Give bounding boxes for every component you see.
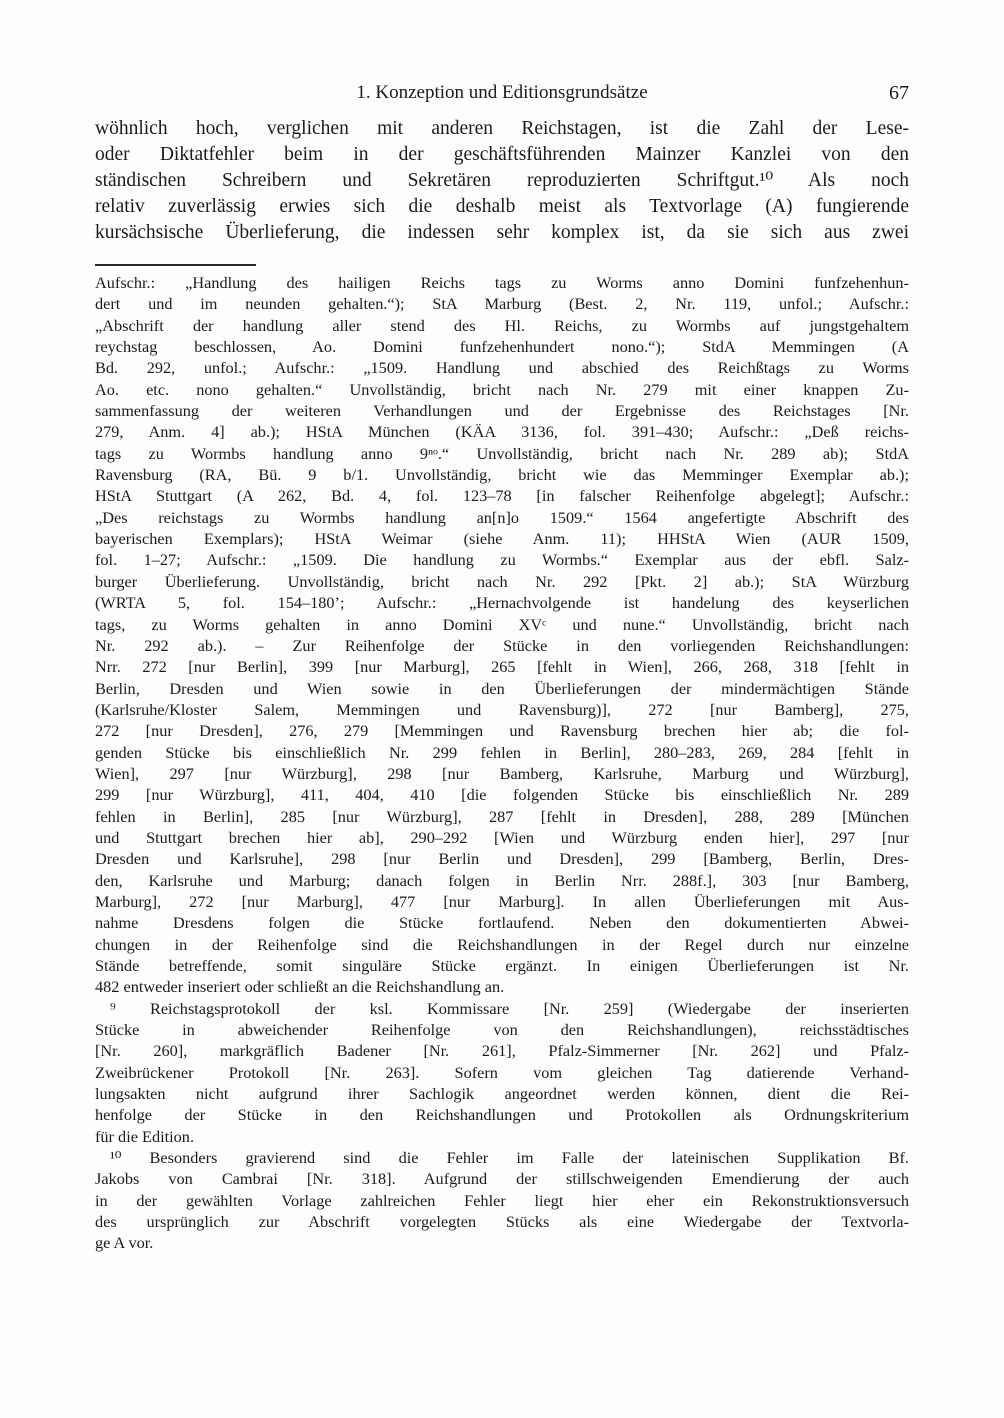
- footnote-line: HStA Stuttgart (A 262, Bd. 4, fol. 123–78 [in falscher Reihenfolge abgelegt]; Aufschr.:: [95, 486, 909, 506]
- footnote-line: 482 entweder inseriert oder schließt an die Reichshandlung an.: [95, 977, 505, 997]
- footnote-line: Jakobs von Cambrai [Nr. 318]. Aufgrund der stillschweigenden Emendierung der auch: [95, 1169, 909, 1189]
- footnote-line: fol. 1–27; Aufschr.: „1509. Die handlung zu Wormbs.“ Exemplar aus der ebfl. Salz-: [95, 550, 909, 570]
- footnote-line: des ursprünglich zur Abschrift vorgelegten Stücks als eine Wiedergabe der Textvorla-: [95, 1212, 909, 1232]
- footnote-line: „Des reichstags zu Wormbs handlung an[n]o 1509.“ 1564 angefertigte Abschrift des: [95, 507, 909, 527]
- page-number: 67: [889, 82, 909, 104]
- footnote-separator-rule: [95, 264, 256, 266]
- footnote-line: Zweibrückener Protokoll [Nr. 263]. Sofern vom gleichen Tag datierende Verhand-: [95, 1062, 909, 1082]
- footnote-line: Ao. etc. nono gehalten.“ Unvollständig, bricht nach Nr. 279 mit einer knappen Zu-: [95, 379, 909, 399]
- footnote-line: bayerischen Exemplars); HStA Weimar (siehe Anm. 11); HHStA Wien (AUR 1509,: [95, 529, 909, 549]
- footnote-line: ge A vor.: [95, 1233, 154, 1253]
- footnote-line: nahme Dresdens folgen die Stücke fortlaufend. Neben den dokumentierten Abwei-: [95, 913, 909, 933]
- body-text-line: oder Diktatfehler beim in der geschäftsführenden Mainzer Kanzlei von den: [95, 144, 909, 165]
- footnotes-block: [95, 272, 909, 1254]
- footnote-line: sammenfassung der weiteren Verhandlungen und der Ergebnisse des Reichstages [Nr.: [95, 401, 909, 421]
- footnote-line: burger Überlieferung. Unvollständig, bricht nach Nr. 292 [Pkt. 2] ab.); StA Würzburg: [95, 571, 909, 591]
- footnote-line: in der gewählten Vorlage zahlreichen Fehler liegt hier eher ein Rekonstruktionsversuch: [95, 1190, 909, 1210]
- footnote-line: genden Stücke bis einschließlich Nr. 299 fehlen in Berlin], 280–283, 269, 284 [fehlt in: [95, 742, 909, 762]
- footnote-line: lungsakten nicht aufgrund ihrer Sachlogik angeordnet werden können, dient die Rei-: [95, 1084, 909, 1104]
- footnote-line: Marburg], 272 [nur Marburg], 477 [nur Marburg]. In allen Überlieferungen mit Aus-: [95, 891, 909, 911]
- footnote-line: Wien], 297 [nur Würzburg], 298 [nur Bamberg, Karlsruhe, Marburg und Würzburg],: [95, 763, 909, 783]
- footnote-line: 299 [nur Würzburg], 411, 404, 410 [die folgenden Stücke bis einschließlich Nr. 289: [95, 785, 909, 805]
- footnote-line: Aufschr.: „Handlung des hailigen Reichs tags zu Worms anno Domini funfzehenhun-: [95, 273, 909, 292]
- body-text-line: wöhnlich hoch, verglichen mit anderen Reichstagen, ist die Zahl der Lese-: [95, 118, 909, 139]
- footnote-line: Nrr. 272 [nur Berlin], 399 [nur Marburg], 265 [fehlt in Wien], 266, 268, 318 [fehlt in: [95, 657, 909, 677]
- footnote-line: dert und im neunden gehalten.“); StA Marburg (Best. 2, Nr. 119, unfol.; Aufschr.:: [95, 294, 909, 314]
- footnote-line: für die Edition.: [95, 1126, 195, 1146]
- footnote-line: den, Karlsruhe und Marburg; danach folgen in Berlin Nrr. 288f.], 303 [nur Bamberg,: [95, 870, 909, 890]
- footnote-line: tags zu Wormbs handlung anno 9ⁿᵒ.“ Unvollständig, bricht nach Nr. 289 ab); StdA: [95, 443, 909, 463]
- footnote-line: henfolge der Stücke in den Reichshandlungen und Protokollen als Ordnungskriterium: [95, 1105, 909, 1125]
- footnote-line: Dresden und Karlsruhe], 298 [nur Berlin und Dresden], 299 [Bamberg, Berlin, Dres-: [95, 849, 909, 869]
- footnote-line: (WRTA 5, fol. 154–180’; Aufschr.: „Hernachvolgende ist handelung des keyserlichen: [95, 593, 909, 613]
- footnote-line: tags, zu Worms gehalten in anno Domini XVᶜ und nune.“ Unvollständig, bricht nach: [95, 614, 909, 634]
- footnote-line: (Karlsruhe/Kloster Salem, Memmingen und Ravensburg)], 272 [nur Bamberg], 275,: [95, 699, 909, 719]
- footnote-line: 272 [nur Dresden], 276, 279 [Memmingen und Ravensburg brechen hier ab; die fol-: [95, 721, 909, 741]
- body-paragraph: [95, 116, 909, 246]
- footnote-line: chungen in der Reihenfolge sind die Reichshandlungen in der Regel durch nur einzelne: [95, 934, 909, 954]
- footnote-line: Stücke in abweichender Reihenfolge von den Reichshandlungen), reichsstädtisches: [95, 1020, 909, 1040]
- footnote-line: ¹⁰ Besonders gravierend sind die Fehler im Falle der lateinischen Supplikation Bf.: [110, 1148, 909, 1168]
- footnote-line: und Stuttgart brechen hier ab], 290–292 [Wien und Würzburg enden hier], 297 [nur: [95, 827, 909, 847]
- running-title: 1. Konzeption und Editionsgrundsätze: [356, 82, 648, 103]
- footnote-line: ⁹ Reichstagsprotokoll der ksl. Kommissare [Nr. 259] (Wiedergabe der inserierten: [110, 998, 909, 1018]
- footnote-line: Nr. 292 ab.). – Zur Reihenfolge der Stücke in den vorliegenden Reichshandlungen:: [95, 635, 909, 655]
- body-text-line: kursächsische Überlieferung, die indessen sehr komplex ist, da sie sich aus zwei: [95, 222, 909, 243]
- body-text-line: relativ zuverlässig erwies sich die deshalb meist als Textvorlage (A) fungierende: [95, 196, 909, 217]
- footnote-line: fehlen in Berlin], 285 [nur Würzburg], 287 [fehlt in Dresden], 288, 289 [München: [95, 806, 909, 826]
- footnote-line: [Nr. 260], markgräflich Badener [Nr. 261], Pfalz-Simmerner [Nr. 262] und Pfalz-: [95, 1041, 909, 1061]
- footnote-line: „Abschrift der handlung aller stend des Hl. Reichs, zu Wormbs auf jungstgehaltem: [95, 315, 909, 335]
- footnote-line: Berlin, Dresden und Wien sowie in den Überlieferungen der mindermächtigen Stände: [95, 678, 909, 698]
- footnote-line: Bd. 292, unfol.; Aufschr.: „1509. Handlung und abschied des Reichßtags zu Worms: [95, 358, 909, 378]
- footnote-line: Ravensburg (RA, Bü. 9 b/1. Unvollständig, bricht wie das Memminger Exemplar ab.);: [95, 465, 909, 485]
- footnote-line: Stände betreffende, somit singuläre Stücke ergänzt. In einigen Überlieferungen ist Nr.: [95, 956, 909, 975]
- body-text-line: ständischen Schreibern und Sekretären reproduzierten Schriftgut.¹⁰ Als noch: [95, 170, 909, 191]
- running-header: [95, 80, 909, 106]
- footnote-line: reychstag beschlossen, Ao. Domini funfzehenhundert nono.“); StdA Memmingen (A: [95, 337, 909, 357]
- footnote-line: 279, Anm. 4] ab.); HStA München (KÄA 3136, fol. 391–430; Aufschr.: „Deß reichs-: [95, 422, 909, 442]
